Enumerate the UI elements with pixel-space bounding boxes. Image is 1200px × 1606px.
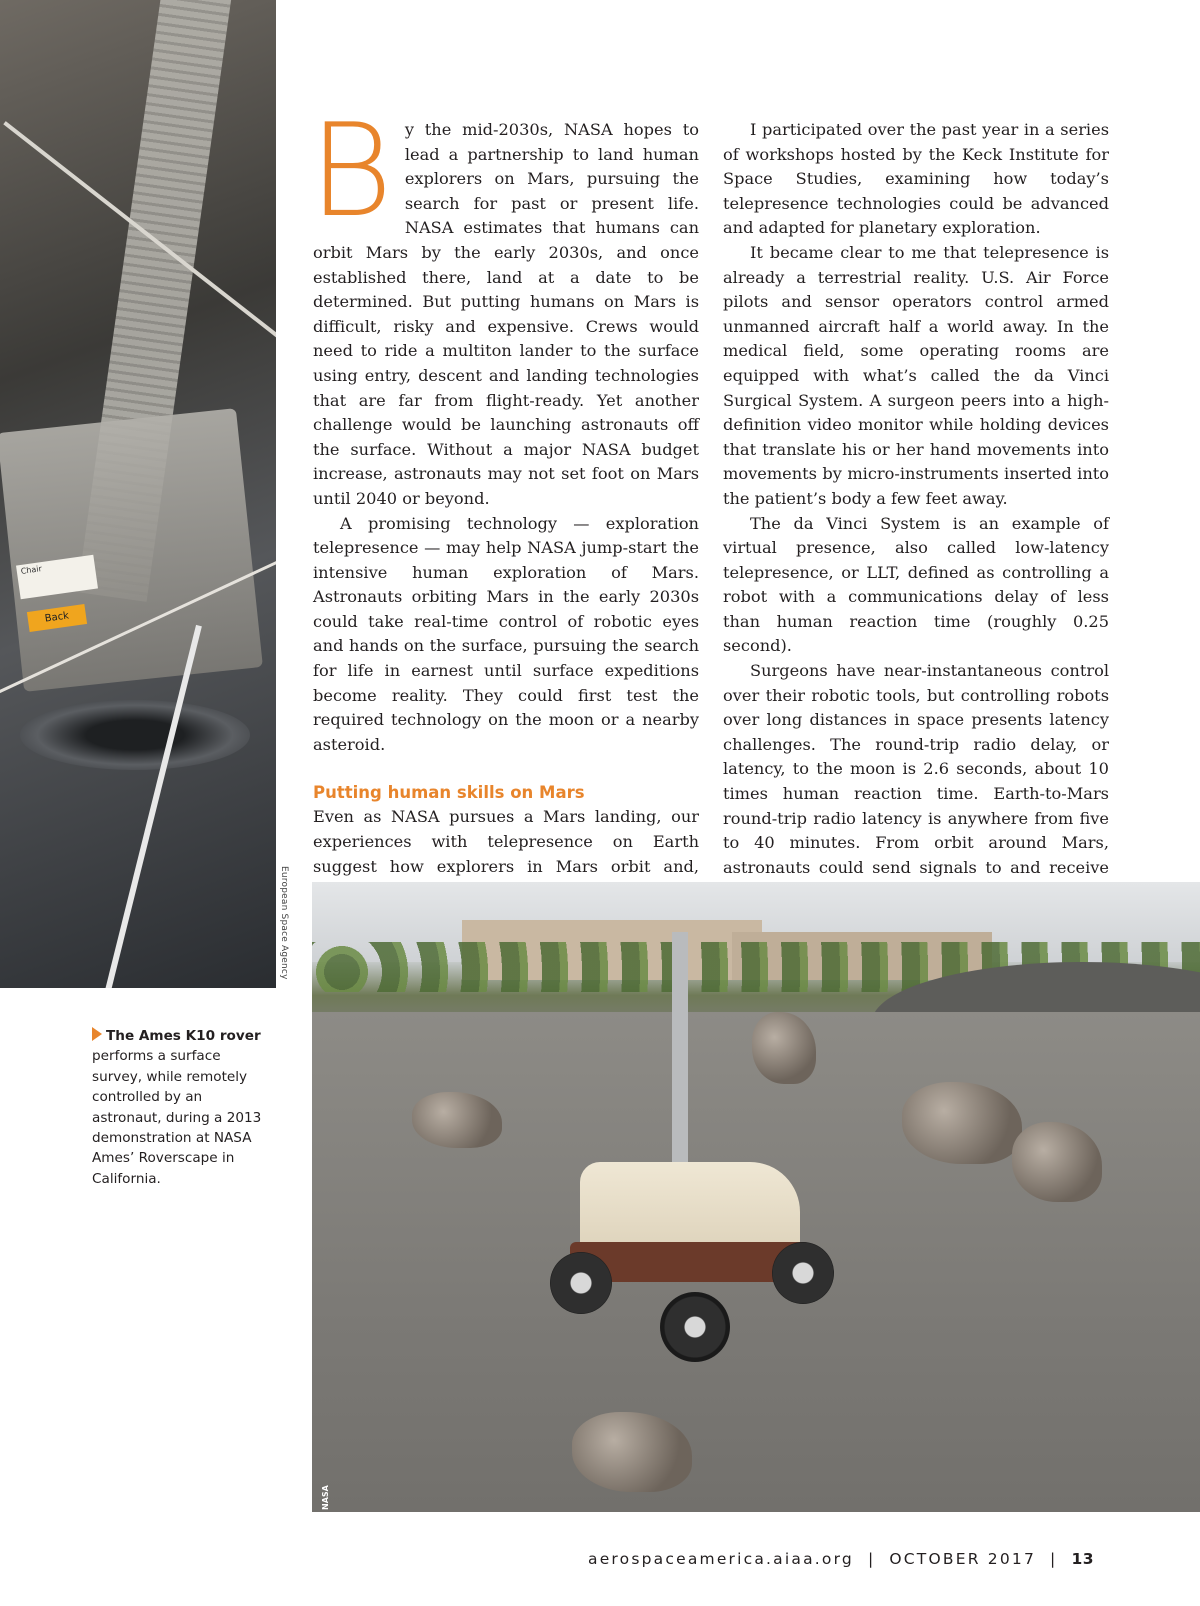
photo-label-chair: Chair [16,555,98,600]
article-column-1 [309,97,699,928]
paragraph-2: A promising technology — exploration telepresence — may help NASA jump-start the intensive human exploration of Mars. Astronauts orbiting Mars in the early 2030s could take real-time control of robotic eyes and hands on the surface, pursuing the search for life in earnest until surface expeditions become reality. They could first test the required technology on the moon or a nearby asteroid. [313,513,699,754]
caption-text: performs a surface survey, while remotely controlled by an astronaut, during a 2013 demonstration at NASA Ames’ Roverscape in California. [92,1048,262,1187]
footer-date: OCTOBER 2017 [889,1550,1037,1568]
paragraph-4: I participated over the past year in a series of workshops hosted by the Keck Institute for Space Studies, examining how today’s telepresence technologies could be advanced and adapted for planetary exploration. [723,120,1109,238]
paragraph-6: The da Vinci System is an example of virtual presence, also called low-latency telepresence, or LLT, defined as controlling a robot with a communications delay of less than human reaction time (roughly 0.25 second). [723,513,1109,656]
paragraph-1 [309,97,699,512]
photo-rover-mast [672,932,688,1172]
photo-k10-rover [312,882,1200,1512]
photo-rover-wheel [550,1252,612,1314]
photo-rover-wheel [660,1292,730,1362]
drop-cap: B [309,97,393,246]
paragraph-7: Surgeons have near-instantaneous control over their robotic tools, but controlling robots over long distances in space presents latency challenges. The round-trip radio delay, or latency, to the moon is 2.6 seconds, about 10 times human reaction time. Earth-to-Mars round-trip radio latency is anywhere from five to 40 minutes. From orbit around Mars, astronauts could send signals to and receive [723,661,1109,877]
page-number: 13 [1071,1550,1095,1568]
footer-site-link[interactable]: aerospaceamerica.aiaa.org [588,1550,854,1568]
photo-ring [20,700,250,770]
photo-credit-nasa: NASA [321,1485,330,1510]
page-footer [588,1550,1114,1574]
photo-caption [92,1026,272,1189]
paragraph-3: Even as NASA pursues a Mars landing, our experiences with telepresence on Earth suggest how explorers in Mars orbit and, [313,807,699,876]
article-column-2 [723,118,1109,954]
photo-credit-esa: European Space Agency [279,866,289,980]
photo-spacecraft-interior [0,0,276,988]
footer-separator: | [867,1550,876,1568]
paragraph-5: It became clear to me that telepresence is already a terrestrial reality. U.S. Air Force pilots and sensor operators control armed unmanned aircraft half a world away. In the medical field, some operating rooms are equipped with what’s called the da Vinci Surgical System. A surgeon peers into a high-definition video monitor while holding devices that translate his or her hand movements into movements by micro-instruments inserted into the patient’s body a few feet away. [723,242,1109,508]
paragraph-1-text: y the mid-2030s, NASA hopes to lead a partnership to land human explorers on Mars, pursuing the search for past or present life. NASA estimates that humans can orbit Mars by the early 2030s, and once established there, land at a date to be determined. But putting humans on Mars is difficult, risky and expensive. Crews would need to ride a multiton lander to the surface using entry, descent and landing technologies that are far from flight-ready. Yet another challenge would be launching astronauts off the surface. Without a major NASA budget increase, astronauts may not set foot on Mars until 2040 or beyond. [313,120,699,508]
section-subhead: Putting human skills on Mars [313,783,585,803]
photo-plate [0,408,263,692]
caption-arrow-icon [92,1027,102,1041]
footer-separator: | [1050,1550,1058,1568]
caption-lead: The Ames K10 rover [106,1028,261,1044]
photo-rover-wheel [772,1242,834,1304]
photo-label-back: Back [27,604,87,632]
